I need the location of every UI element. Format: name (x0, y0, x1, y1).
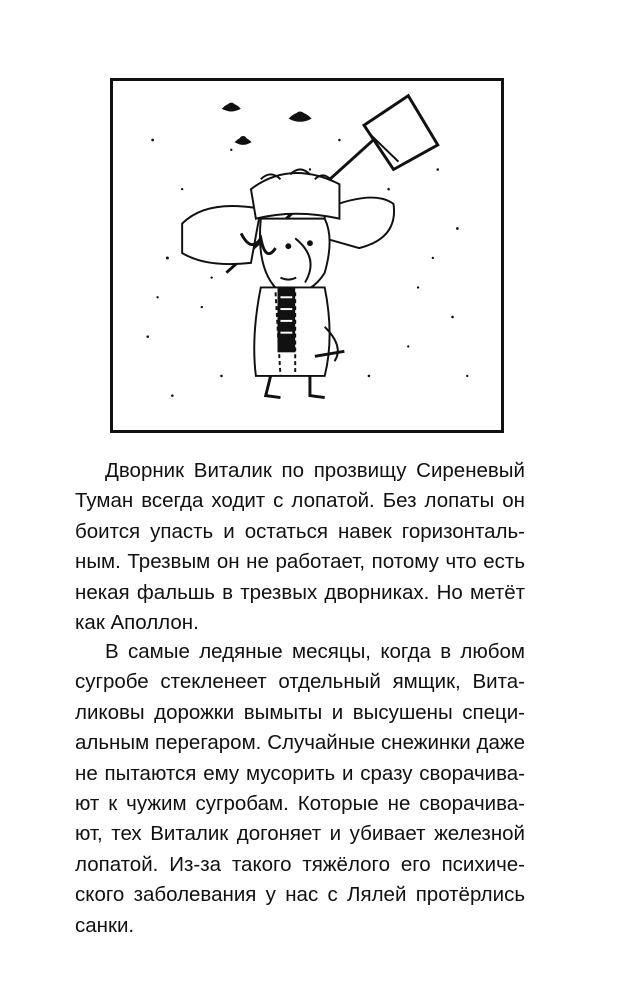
paragraph-1 (75, 456, 525, 638)
text-line: как Аполлон. (75, 611, 199, 635)
text-line: не пытаются ему мусорить и сразу сворачива- (75, 761, 525, 785)
text-line: лопатой. Из-за такого тяжёлого его психиче- (75, 852, 525, 876)
text-line: В самые ледяные месяцы, когда в любом (105, 640, 525, 663)
body (254, 287, 344, 375)
text-line: санки. (75, 913, 135, 937)
text-line: ют, тех Виталик догоняет и убивает железной (75, 822, 525, 846)
janitor-illustration (113, 81, 501, 430)
text-line: некая фальшь в трезвых дворниках. Но метёт (75, 580, 525, 604)
paragraph-2 (75, 637, 525, 941)
text-line: ют к чужим сугробам. Которые не сворачива- (75, 792, 525, 816)
birds (223, 104, 310, 144)
text-line: боится упасть и остаться навек горизонталь- (75, 519, 525, 543)
text-line: ликовы дорожки вымыты и высушены специ- (75, 700, 525, 724)
text-line: Туман всегда ходит с лопатой. Без лопаты он (75, 489, 525, 513)
text-line: ского заболевания у нас с Лялей протёрлись (75, 883, 525, 907)
text-line: сугробе стекленеет отдельный ямщик, Вита- (75, 670, 525, 694)
text-line: ным. Трезвым он не работает, потому что есть (75, 550, 525, 574)
illustration-frame (110, 78, 504, 433)
legs (266, 376, 325, 398)
text-line: Дворник Виталик по прозвищу Сиреневый (105, 459, 525, 482)
text-line: альным перегаром. Случайные снежинки даже (75, 731, 525, 755)
